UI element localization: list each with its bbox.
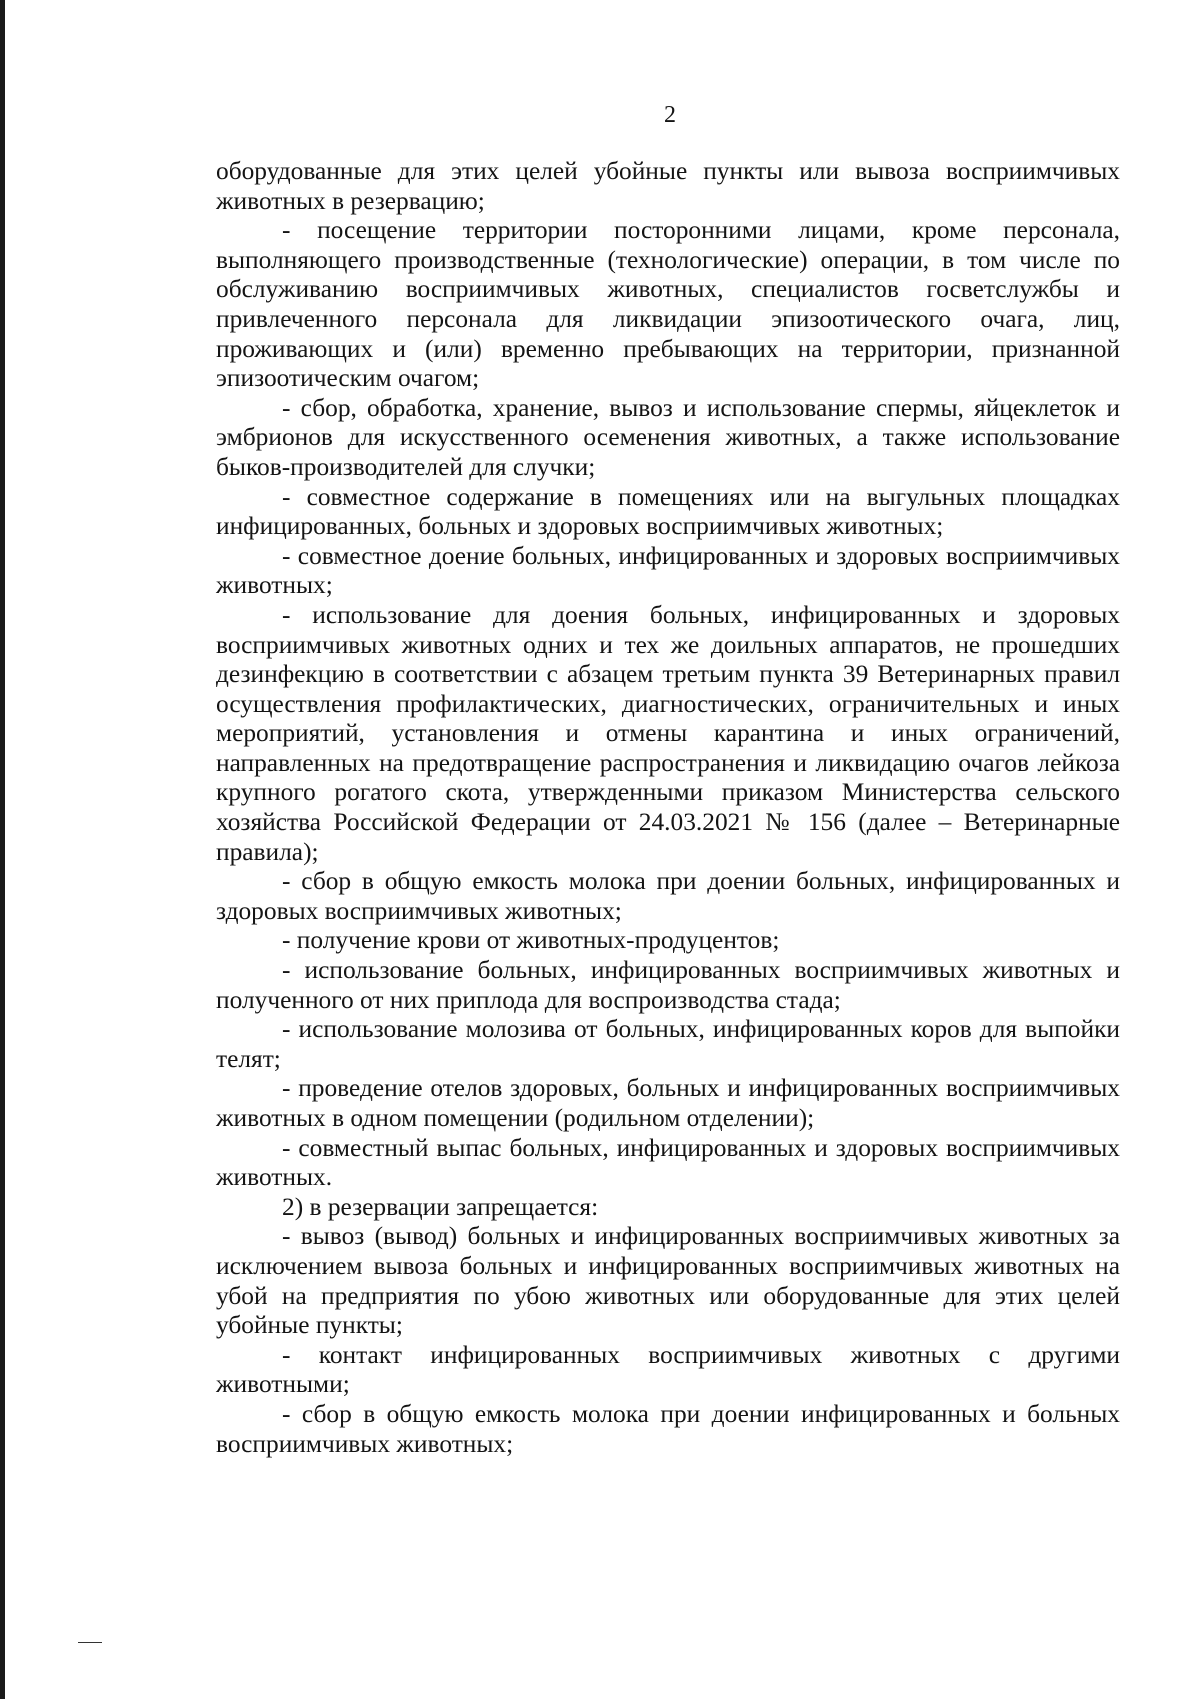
paragraph: - совместное доение больных, инфицированных и здоровых восприимчивых животных;: [216, 541, 1120, 600]
paragraph: - контакт инфицированных восприимчивых животных с другими животными;: [216, 1340, 1120, 1399]
paragraph: - посещение территории посторонними лицами, кроме персонала, выполняющего производственные (технологические) операции, в том числе по обслуживанию восприимчивых животных, специалистов госветслужбы и привлеченного персонала для ликвидации эпизоотического очага, лиц, проживающих и (или) временно пребывающих на территории, признанной эпизоотическим очагом;: [216, 216, 1120, 393]
paragraph: 2) в резервации запрещается:: [282, 1192, 599, 1221]
paragraph: - использование для доения больных, инфицированных и здоровых восприимчивых животных одних и тех же доильных аппаратов, не прошедших дезинфекцию в соответствии с абзацем третьим пункта 39 Ветеринарных правил осуществления профилактических, диагностических, ограничительных и иных мероприятий, установления и отмены карантина и иных ограничений, направленных на предотвращение распространения и ликвидацию очагов лейкоза крупного рогатого скота, утвержденными приказом Министерства сельского хозяйства Российской Федерации от 24.03.2021 № 156 (далее – Ветеринарные правила);: [216, 600, 1120, 866]
paragraph: - сбор в общую емкость молока при доении больных, инфицированных и здоровых восприимчивых животных;: [216, 867, 1120, 925]
margin-mark: [78, 1642, 102, 1643]
paragraph: - вывоз (вывод) больных и инфицированных восприимчивых животных за исключением вывоза больных и инфицированных восприимчивых животных на убой на предприятия по убою животных или оборудованные для этих целей убойные пункты;: [216, 1222, 1120, 1340]
paragraph: - совместное содержание в помещениях или на выгульных площадках инфицированных, больных и здоровых восприимчивых животных;: [216, 482, 1120, 541]
document-body: [216, 157, 1120, 1459]
paragraph: - использование молозива от больных, инфицированных коров для выпойки телят;: [216, 1015, 1120, 1073]
paragraph: - получение крови от животных-продуцентов;: [282, 926, 780, 955]
paragraph: - сбор в общую емкость молока при доении инфицированных и больных восприимчивых животных;: [216, 1399, 1120, 1458]
page-number: 2: [664, 102, 676, 128]
paragraph: оборудованные для этих целей убойные пункты или вывоза восприимчивых животных в резервацию;: [216, 157, 1120, 215]
scan-edge: [0, 0, 5, 1699]
paragraph: - сбор, обработка, хранение, вывоз и использование спермы, яйцеклеток и эмбрионов для искусственного осеменения животных, а также использование быков-производителей для случки;: [216, 393, 1120, 481]
paragraph: - совместный выпас больных, инфицированных и здоровых восприимчивых животных.: [216, 1133, 1120, 1192]
paragraph: - проведение отелов здоровых, больных и инфицированных восприимчивых животных в одном помещении (родильном отделении);: [216, 1074, 1120, 1132]
paragraph: - использование больных, инфицированных восприимчивых животных и полученного от них приплода для воспроизводства стада;: [216, 956, 1120, 1014]
